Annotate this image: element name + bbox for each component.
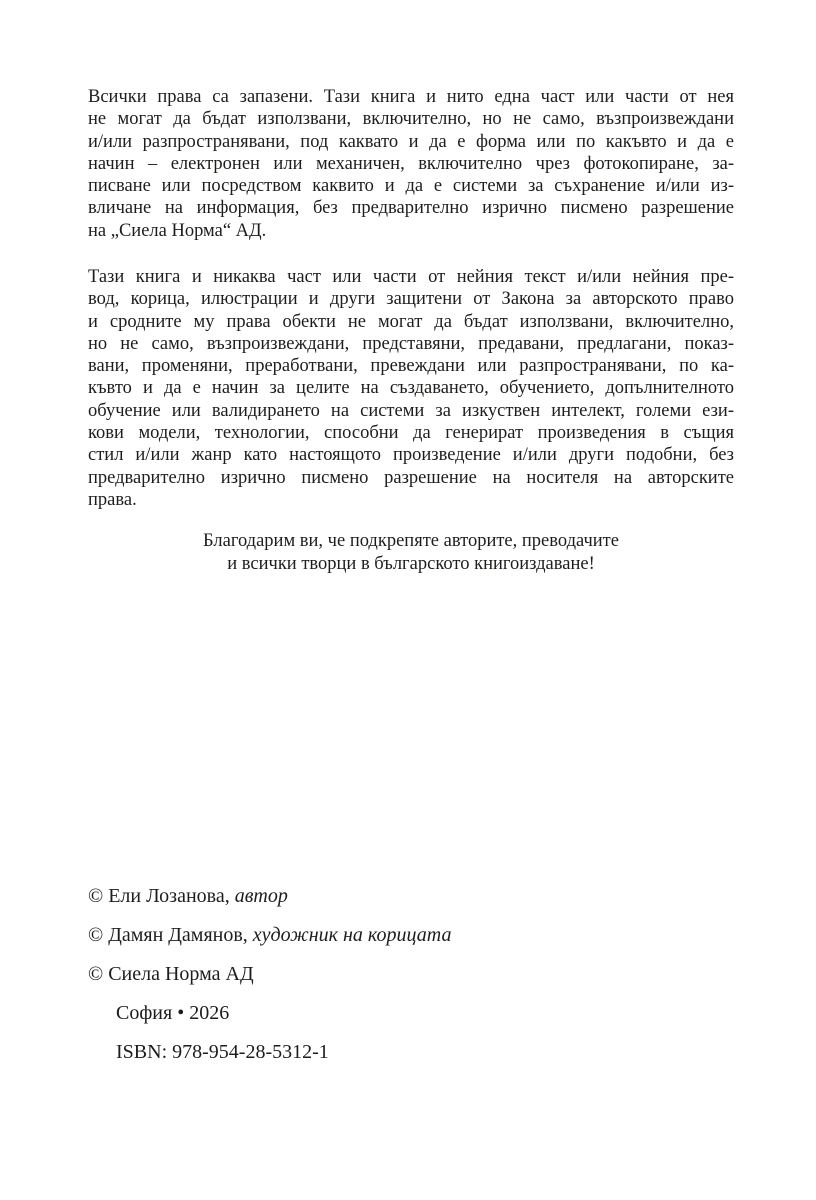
author-credit-line [88,885,734,908]
text-line: Тази книга и никаква част или части от нейния текст и/или нейния пре- [88,267,734,287]
text-line: стил и/или жанр като настоящото произведение и/или други подобни, без [88,445,734,466]
text-line: вличане на информация, без предварително изрично писмено разрешение [88,198,734,219]
credits-block [88,885,734,1080]
rights-paragraph-1 [88,86,734,242]
text-line: и всички творци в българското книгоиздаване! [227,553,595,574]
text-line: но не само, възпроизвеждани, представяни, предавани, предлагани, показ- [88,333,734,354]
author-role-label: автор [234,885,288,907]
text-line: къвто и да е начин за целите на създаването, обучението, допълнителното [88,378,734,399]
text-line: Всички права са запазени. Тази книга и нито една част или части от нея [88,87,734,107]
text-line: вод, корица, илюстрации и други защитени от Закона за авторското право [88,289,734,310]
isbn-line: ISBN: 978-954-28-5312-1 [116,1041,329,1063]
acknowledgement-note [88,530,734,575]
text-line: не могат да бъдат използвани, включително, но не само, възпроизвеждани [88,109,734,130]
cover-artist-role-label: художник на корицата [252,924,452,946]
cover-artist-credit-line [88,924,734,947]
city-year-line: София • 2026 [116,1002,230,1024]
rights-paragraph-2 [88,266,734,511]
publisher-credit-line [88,963,734,986]
text-line: начин – електронен или механичен, включително чрез фотокопиране, за- [88,153,734,174]
text-line: кови модели, технологии, способни да генерират произведения в същия [88,423,734,444]
text-line: писване или посредством каквито и да е системи за съхранение и/или из- [88,176,734,197]
text-line: и/или разпространявани, под каквато и да е форма или по какъвто и да е [88,131,734,152]
author-credit-text: © Ели Лозанова, [88,885,235,907]
text-line: на „Сиела Норма“ АД. [88,220,267,241]
text-line: вани, променяни, преработвани, превеждани или разпространявани, по ка- [88,356,734,377]
text-line: и сродните му права обекти не могат да бъдат използвани, включително, [88,311,734,332]
text-line: предварително изрично писмено разрешение на носителя на авторските [88,467,734,488]
text-line: обучение или валидирането на системи за изкуствен интелект, големи ези- [88,400,734,421]
cover-artist-credit-text: © Дамян Дамянов, [88,924,253,946]
text-line: Благодарим ви, че подкрепяте авторите, преводачите [203,531,619,551]
publisher-credit-text: © Сиела Норма АД [88,963,254,985]
text-line: права. [88,489,137,510]
